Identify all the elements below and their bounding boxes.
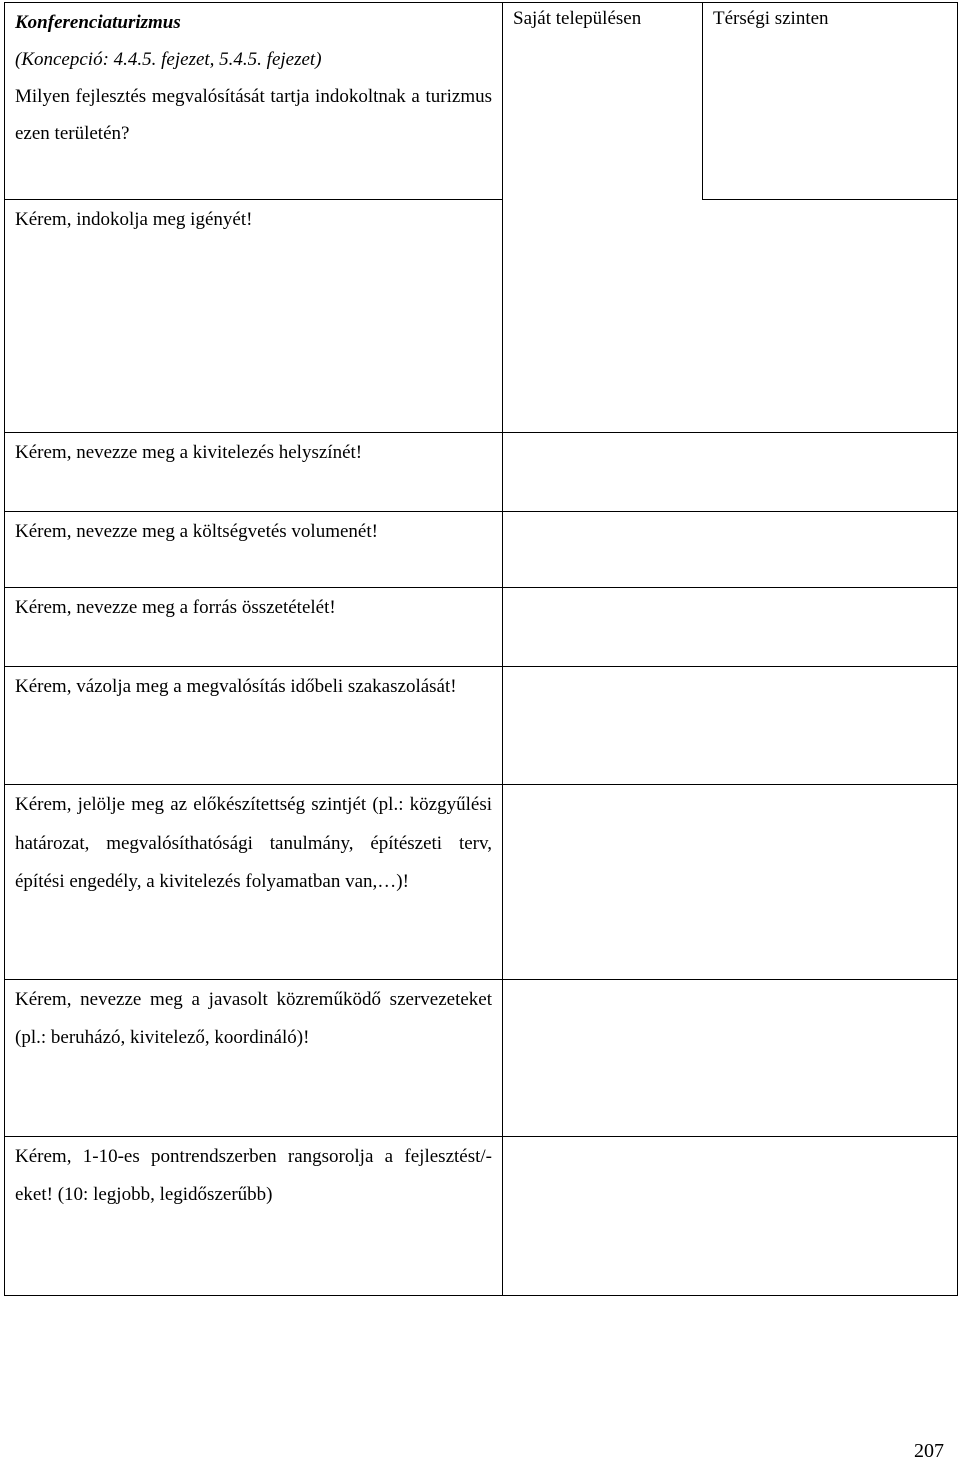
- question-cell-ranking: [5, 1136, 503, 1295]
- question-cell-source: [5, 588, 503, 667]
- answer-cell-source[interactable]: [503, 588, 958, 667]
- row-budget: [5, 511, 958, 588]
- row-partners: [5, 979, 958, 1136]
- answer-cell-ranking[interactable]: [503, 1136, 958, 1295]
- question-source: Kérem, nevezze meg a forrás összetételét!: [15, 597, 336, 619]
- answer-cell-location[interactable]: [503, 432, 958, 511]
- question-cell-justify: [5, 200, 503, 433]
- header-question-cell: [5, 3, 503, 200]
- row-source: [5, 588, 958, 667]
- row-ranking: [5, 1136, 958, 1295]
- question-location: Kérem, nevezze meg a kivitelezés helyszínét!: [15, 441, 363, 463]
- page-number: 207: [914, 1440, 944, 1462]
- row-justify: [5, 200, 958, 433]
- question-phasing: Kérem, vázolja meg a megvalósítás időbeli szakaszolását!: [15, 675, 457, 697]
- answer-cell-phasing[interactable]: [503, 666, 958, 785]
- section-reference: (Koncepció: 4.4.5. fejezet, 5.4.5. fejezet): [15, 49, 322, 70]
- answer-cell-budget[interactable]: [503, 511, 958, 588]
- section-title: Konferenciaturizmus: [15, 12, 181, 33]
- column-header-regional-label: Térségi szinten: [713, 8, 829, 29]
- question-cell-preparedness: [5, 785, 503, 979]
- answer-cell-partners[interactable]: [503, 979, 958, 1136]
- question-partners: Kérem, nevezze meg a javasolt közreműködő szervezeteket (pl.: beruházó, kivitelező, koordináló)!: [15, 988, 492, 1049]
- survey-table: [4, 2, 958, 1296]
- question-ranking: Kérem, 1-10-es pontrendszerben rangsorolja a fejlesztést/-eket! (10: legjobb, legidőszerűbb): [15, 1145, 492, 1206]
- row-location: [5, 432, 958, 511]
- column-header-regional: [703, 3, 958, 200]
- column-header-local: [503, 3, 703, 200]
- question-cell-location: [5, 432, 503, 511]
- question-budget: Kérem, nevezze meg a költségvetés volumenét!: [15, 520, 378, 542]
- answer-cell-justify[interactable]: [503, 200, 958, 433]
- question-preparedness: Kérem, jelölje meg az előkészítettség szintjét (pl.: közgyűlési határozat, megvalósíthatósági tanulmány, építészeti terv, építési engedély, a kivitelezés folyamatban van,…)!: [15, 794, 492, 893]
- answer-cell-preparedness[interactable]: [503, 785, 958, 979]
- question-justify: Kérem, indokolja meg igényét!: [15, 209, 253, 231]
- column-header-local-label: Saját településen: [513, 8, 642, 29]
- question-cell-partners: [5, 979, 503, 1136]
- header-row: [5, 3, 958, 200]
- row-phasing: [5, 666, 958, 785]
- row-preparedness: [5, 785, 958, 979]
- question-cell-budget: [5, 511, 503, 588]
- question-cell-phasing: [5, 666, 503, 785]
- header-question: Milyen fejlesztés megvalósítását tartja indokoltnak a turizmus ezen területén?: [15, 86, 492, 144]
